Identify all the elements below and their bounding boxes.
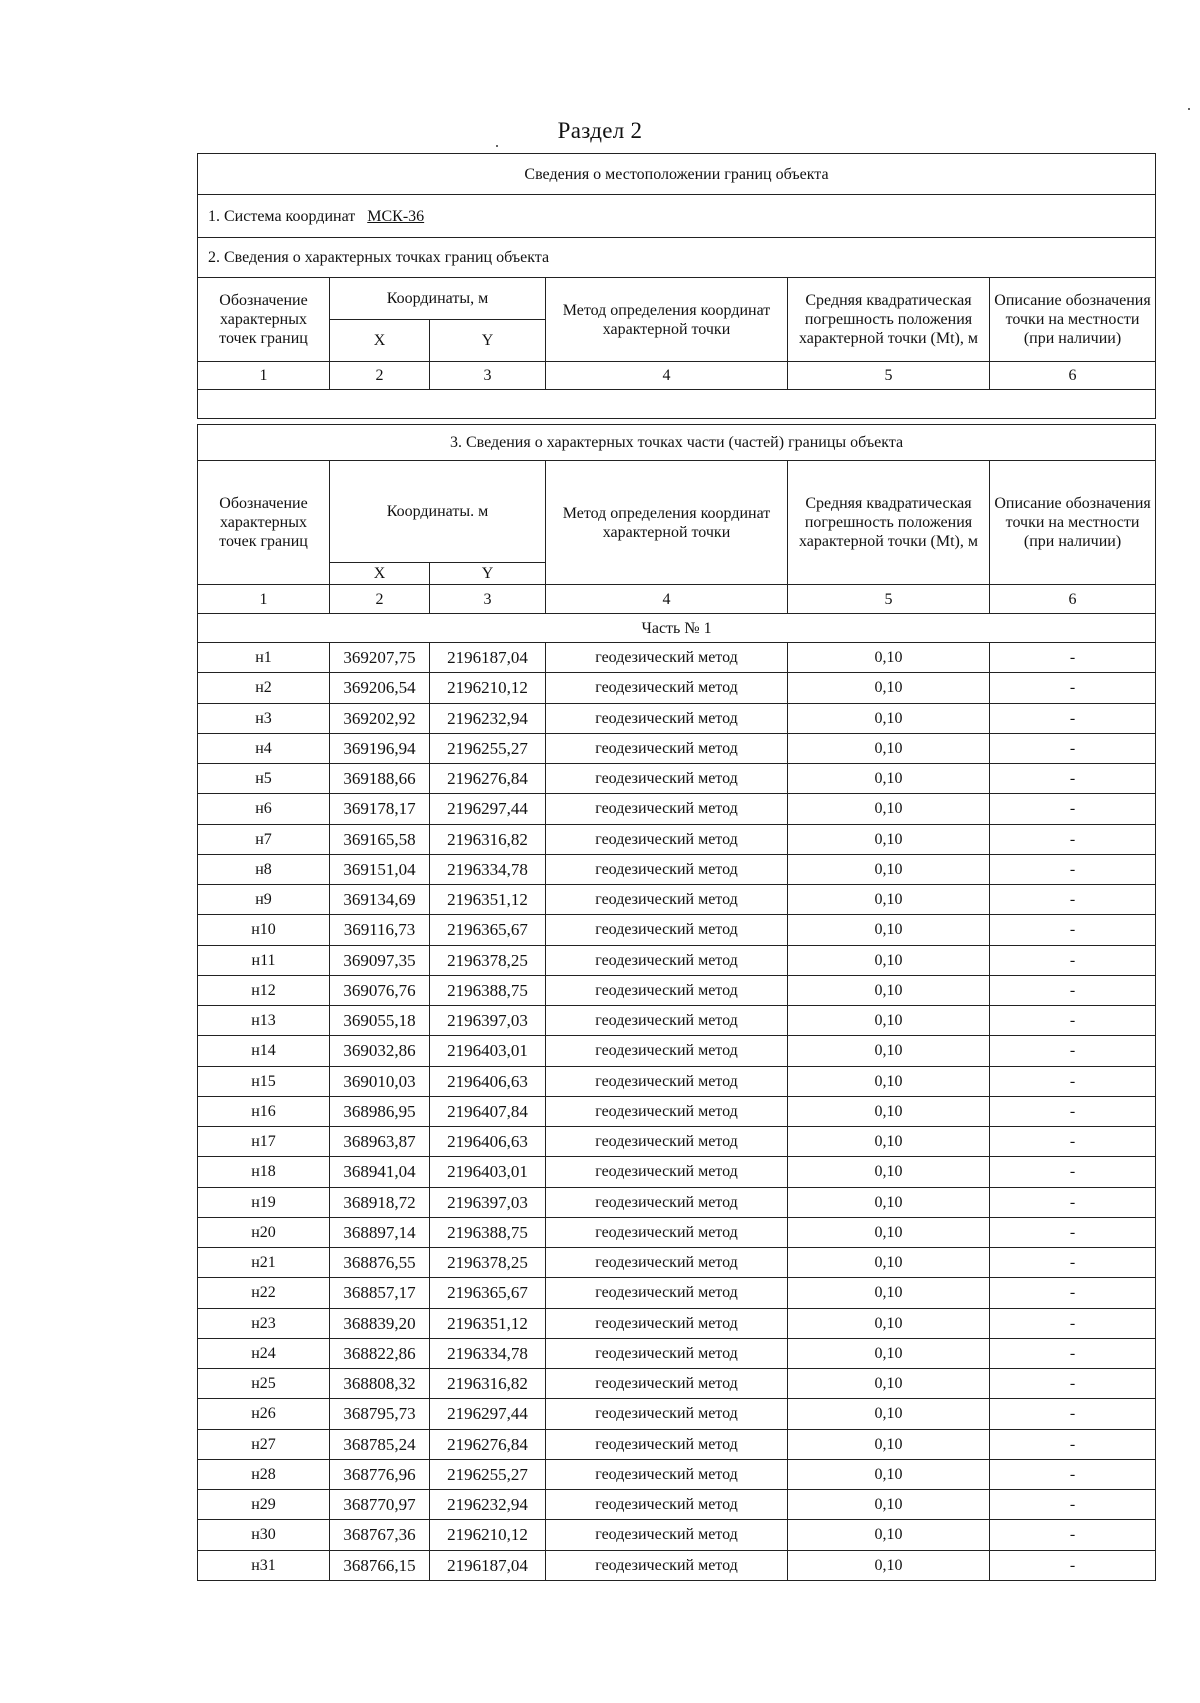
points-list [198,643,1156,1581]
col-number: 5 [788,585,990,614]
header-coords: Координаты. м [330,461,546,563]
point-id: н18 [198,1157,330,1187]
point-id: н17 [198,1127,330,1157]
col-number: 5 [788,362,990,390]
point-mt: 0,10 [788,824,990,854]
point-description: - [990,1338,1156,1368]
point-method: геодезический метод [546,854,788,884]
point-mt: 0,10 [788,1187,990,1217]
point-mt: 0,10 [788,1066,990,1096]
point-id: н9 [198,885,330,915]
table-row [198,1429,1156,1459]
point-description: - [990,915,1156,945]
header-method: Метод определения координат характерной точки [546,461,788,585]
point-description: - [990,673,1156,703]
point-id: н11 [198,945,330,975]
table-row [198,1399,1156,1429]
point-description: - [990,1490,1156,1520]
point-mt: 0,10 [788,1429,990,1459]
point-method: геодезический метод [546,1187,788,1217]
point-id: н27 [198,1429,330,1459]
header-coords: Координаты, м [330,278,546,320]
point-description: - [990,975,1156,1005]
point-x: 368941,04 [330,1157,430,1187]
point-y: 2196232,94 [430,1490,546,1520]
point-x: 368795,73 [330,1399,430,1429]
point-x: 368767,36 [330,1520,430,1550]
col-number: 4 [546,362,788,390]
point-id: н26 [198,1399,330,1429]
header-method: Метод определения координат характерной точки [546,278,788,362]
table-row [198,1308,1156,1338]
col-number: 6 [990,585,1156,614]
point-y: 2196407,84 [430,1096,546,1126]
point-x: 369032,86 [330,1036,430,1066]
point-y: 2196255,27 [430,1459,546,1489]
col-number: 2 [330,362,430,390]
table-row [198,1278,1156,1308]
point-id: н24 [198,1338,330,1368]
coord-system-value: МСК-36 [367,207,425,225]
table-row [198,1248,1156,1278]
point-description: - [990,703,1156,733]
header-y: Y [430,320,546,362]
table-row [198,794,1156,824]
point-id: н12 [198,975,330,1005]
point-id: н25 [198,1369,330,1399]
point-x: 368808,32 [330,1369,430,1399]
table-row [198,1127,1156,1157]
point-method: геодезический метод [546,1338,788,1368]
section2-title: 2. Сведения о характерных точках границ объекта [198,238,1156,278]
point-description: - [990,1066,1156,1096]
point-mt: 0,10 [788,915,990,945]
point-mt: 0,10 [788,1459,990,1489]
point-x: 369076,76 [330,975,430,1005]
coord-system-row [198,195,1156,238]
table-row [198,643,1156,673]
point-description: - [990,1036,1156,1066]
point-x: 368785,24 [330,1429,430,1459]
point-method: геодезический метод [546,1006,788,1036]
point-mt: 0,10 [788,1490,990,1520]
point-mt: 0,10 [788,703,990,733]
point-description: - [990,1006,1156,1036]
table-row [198,945,1156,975]
point-x: 368918,72 [330,1187,430,1217]
point-x: 368776,96 [330,1459,430,1489]
point-y: 2196406,63 [430,1127,546,1157]
page-title: Раздел 2 [557,118,643,143]
point-y: 2196187,04 [430,643,546,673]
header-description: Описание обозначения точки на местности (при наличии) [990,461,1156,585]
point-y: 2196403,01 [430,1036,546,1066]
point-x: 369151,04 [330,854,430,884]
point-id: н29 [198,1490,330,1520]
point-method: геодезический метод [546,1096,788,1126]
point-description: - [990,1308,1156,1338]
point-mt: 0,10 [788,673,990,703]
table-row [198,1490,1156,1520]
point-x: 368876,55 [330,1248,430,1278]
point-id: н21 [198,1248,330,1278]
table-row [198,733,1156,763]
point-mt: 0,10 [788,1217,990,1247]
table-row [198,1187,1156,1217]
point-y: 2196365,67 [430,1278,546,1308]
point-method: геодезический метод [546,1550,788,1580]
point-id: н30 [198,1520,330,1550]
section3-title: 3. Сведения о характерных точках части (частей) границы объекта [198,425,1156,461]
table-row [198,1217,1156,1247]
point-y: 2196210,12 [430,673,546,703]
table-row [198,1550,1156,1580]
point-x: 369010,03 [330,1066,430,1096]
point-mt: 0,10 [788,945,990,975]
point-y: 2196397,03 [430,1006,546,1036]
point-method: геодезический метод [546,1217,788,1247]
col-number: 6 [990,362,1156,390]
point-description: - [990,885,1156,915]
point-mt: 0,10 [788,733,990,763]
header-x: X [330,320,430,362]
point-mt: 0,10 [788,1157,990,1187]
point-y: 2196388,75 [430,975,546,1005]
point-id: н15 [198,1066,330,1096]
point-method: геодезический метод [546,794,788,824]
point-y: 2196276,84 [430,764,546,794]
point-mt: 0,10 [788,1096,990,1126]
point-description: - [990,1157,1156,1187]
point-x: 368766,15 [330,1550,430,1580]
point-id: н3 [198,703,330,733]
point-method: геодезический метод [546,1248,788,1278]
table-row [198,915,1156,945]
point-id: н8 [198,854,330,884]
point-description: - [990,854,1156,884]
point-y: 2196397,03 [430,1187,546,1217]
point-description: - [990,1520,1156,1550]
col-number: 4 [546,585,788,614]
point-y: 2196351,12 [430,1308,546,1338]
point-description: - [990,1278,1156,1308]
point-method: геодезический метод [546,1278,788,1308]
point-y: 2196365,67 [430,915,546,945]
point-id: н31 [198,1550,330,1580]
point-method: геодезический метод [546,1308,788,1338]
table-row [198,703,1156,733]
point-mt: 0,10 [788,1369,990,1399]
point-method: геодезический метод [546,673,788,703]
point-y: 2196297,44 [430,794,546,824]
point-id: н13 [198,1006,330,1036]
table-row [198,885,1156,915]
point-description: - [990,794,1156,824]
scan-speck [496,145,498,147]
table-row [198,1520,1156,1550]
point-y: 2196334,78 [430,1338,546,1368]
header-designation: Обозначение характерных точек границ [198,278,330,362]
point-method: геодезический метод [546,1429,788,1459]
col-number: 2 [330,585,430,614]
point-x: 368963,87 [330,1127,430,1157]
point-y: 2196403,01 [430,1157,546,1187]
header-x: X [330,563,430,585]
point-method: геодезический метод [546,1157,788,1187]
header-error: Средняя квадратическая погрешность положения характерной точки (Mt), м [788,461,990,585]
point-method: геодезический метод [546,915,788,945]
point-method: геодезический метод [546,764,788,794]
point-mt: 0,10 [788,1006,990,1036]
point-mt: 0,10 [788,1520,990,1550]
point-mt: 0,10 [788,854,990,884]
point-description: - [990,1187,1156,1217]
table-row [198,1066,1156,1096]
point-method: геодезический метод [546,945,788,975]
table-row [198,975,1156,1005]
col-number: 1 [198,362,330,390]
col-number: 3 [430,362,546,390]
point-x: 369116,73 [330,915,430,945]
point-x: 369134,69 [330,885,430,915]
point-mt: 0,10 [788,1127,990,1157]
point-mt: 0,10 [788,1399,990,1429]
point-mt: 0,10 [788,1036,990,1066]
point-y: 2196276,84 [430,1429,546,1459]
table-row [198,1006,1156,1036]
point-id: н4 [198,733,330,763]
point-method: геодезический метод [546,1399,788,1429]
point-method: геодезический метод [546,1369,788,1399]
scan-speck [1188,108,1190,110]
point-method: геодезический метод [546,1459,788,1489]
point-method: геодезический метод [546,1490,788,1520]
point-y: 2196316,82 [430,1369,546,1399]
point-id: н6 [198,794,330,824]
coord-system-label: 1. Система координат [208,207,356,225]
point-method: геодезический метод [546,975,788,1005]
point-mt: 0,10 [788,1248,990,1278]
part-points-table [197,424,1156,1581]
point-x: 368839,20 [330,1308,430,1338]
empty-row [198,390,1156,419]
point-id: н22 [198,1278,330,1308]
table-row [198,1459,1156,1489]
table-row [198,1157,1156,1187]
point-y: 2196378,25 [430,1248,546,1278]
table-row [198,1338,1156,1368]
table-row [198,854,1156,884]
point-mt: 0,10 [788,975,990,1005]
point-x: 368897,14 [330,1217,430,1247]
point-mt: 0,10 [788,764,990,794]
point-y: 2196388,75 [430,1217,546,1247]
point-method: геодезический метод [546,1066,788,1096]
point-x: 369196,94 [330,733,430,763]
point-id: н28 [198,1459,330,1489]
point-description: - [990,945,1156,975]
point-x: 369207,75 [330,643,430,673]
point-description: - [990,1550,1156,1580]
point-description: - [990,1248,1156,1278]
point-id: н1 [198,643,330,673]
point-y: 2196378,25 [430,945,546,975]
table-row [198,764,1156,794]
part-label: Часть № 1 [198,614,1156,643]
header-designation: Обозначение характерных точек границ [198,461,330,585]
point-method: геодезический метод [546,1127,788,1157]
point-method: геодезический метод [546,1520,788,1550]
point-method: геодезический метод [546,733,788,763]
point-mt: 0,10 [788,794,990,824]
point-id: н16 [198,1096,330,1126]
point-method: геодезический метод [546,703,788,733]
point-y: 2196334,78 [430,854,546,884]
point-method: геодезический метод [546,643,788,673]
point-id: н7 [198,824,330,854]
point-y: 2196187,04 [430,1550,546,1580]
point-id: н19 [198,1187,330,1217]
table-row [198,1096,1156,1126]
point-method: геодезический метод [546,824,788,854]
point-y: 2196255,27 [430,733,546,763]
point-x: 368986,95 [330,1096,430,1126]
point-y: 2196297,44 [430,1399,546,1429]
point-id: н10 [198,915,330,945]
header-error: Средняя квадратическая погрешность положения характерной точки (Mt), м [788,278,990,362]
point-method: геодезический метод [546,885,788,915]
table-row [198,1036,1156,1066]
point-mt: 0,10 [788,1308,990,1338]
point-x: 369202,92 [330,703,430,733]
point-id: н14 [198,1036,330,1066]
point-description: - [990,1429,1156,1459]
point-y: 2196406,63 [430,1066,546,1096]
point-method: геодезический метод [546,1036,788,1066]
table-row [198,1369,1156,1399]
point-id: н20 [198,1217,330,1247]
point-description: - [990,1399,1156,1429]
point-mt: 0,10 [788,885,990,915]
col-number: 1 [198,585,330,614]
point-y: 2196351,12 [430,885,546,915]
point-x: 369165,58 [330,824,430,854]
point-mt: 0,10 [788,1278,990,1308]
point-description: - [990,1217,1156,1247]
point-description: - [990,1096,1156,1126]
point-x: 369206,54 [330,673,430,703]
header-y: Y [430,563,546,585]
point-x: 369055,18 [330,1006,430,1036]
point-id: н23 [198,1308,330,1338]
point-mt: 0,10 [788,643,990,673]
point-x: 369178,17 [330,794,430,824]
point-x: 368770,97 [330,1490,430,1520]
point-description: - [990,643,1156,673]
point-description: - [990,1369,1156,1399]
boundary-info-table [197,153,1156,419]
point-id: н2 [198,673,330,703]
point-mt: 0,10 [788,1338,990,1368]
point-x: 368857,17 [330,1278,430,1308]
point-description: - [990,1127,1156,1157]
table-row [198,673,1156,703]
point-description: - [990,1459,1156,1489]
point-y: 2196210,12 [430,1520,546,1550]
block-title: Сведения о местоположении границ объекта [198,154,1156,195]
point-x: 368822,86 [330,1338,430,1368]
point-x: 369097,35 [330,945,430,975]
header-description: Описание обозначения точки на местности (при наличии) [990,278,1156,362]
col-number: 3 [430,585,546,614]
point-description: - [990,733,1156,763]
point-description: - [990,824,1156,854]
point-x: 369188,66 [330,764,430,794]
point-mt: 0,10 [788,1550,990,1580]
point-y: 2196232,94 [430,703,546,733]
point-description: - [990,764,1156,794]
point-id: н5 [198,764,330,794]
table-row [198,824,1156,854]
point-y: 2196316,82 [430,824,546,854]
